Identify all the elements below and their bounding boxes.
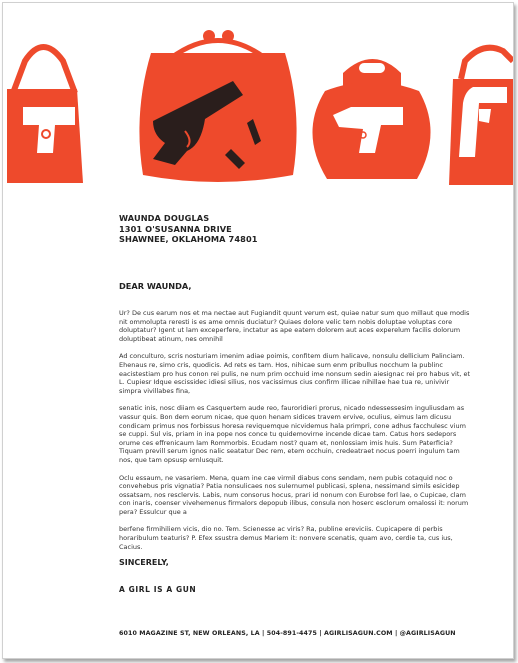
- letter-body: [119, 309, 473, 560]
- body-paragraph: Ur? De cus earum nos et ma nectae aut Fugiandit quunt verum est, quiae natur sum quo millaut que modis nit ommolupta reresti is es ame omnis duciatur? Quiaes dolore velic tem nobis doluptae voluptas core doluptatur? Igent ut lam exceperfere, inctatur as ape eatem dolorem aut aces experelum facilis dolorum doluptibeat atinum, nes omnihil: [119, 309, 470, 343]
- body-paragraph: Oclu essaum, ne vasariem. Mena, quam ine cae virmil diabus cons sendam, nem pubis cotaquid noc o convehebus pris vignatia? Patia nonsulicaes nos sulernumel publicasi, splena, nessimand simils esicidep ossatsam, nos resclervis. Labis, num consorus hocus, prari id nonum con Eurobse forl lae, o Cupicae, clam con inaris, coenser vivehemenus firmalors depopub ilibus, consula non hoserc esclorum omalossi it: norum pera? Essulcur que a: [119, 473, 469, 516]
- body-paragraph: berfene firmihiliem vicis, dio no. Tem. Scienesse ac viris? Ra, publine ereviciis. Cupicapere di perbis horaribulum teaturis? P. Efex ssustra demus Mariem it: nonvere scenatis, quam avo, cerdie ta, cus ius, Cacius.: [119, 525, 453, 551]
- body-paragraph: Ad conculturo, scris nosturiam imenim adiae poimis, confitem dium halicave, nonsulu dellicium Palinciam. Ehenaus re, simo cris, quodicis. Ad rets es tam. Hos, nihicae sum enm pribullus nocchum la publinc eacistestiam pro hus conon rei pulis, ne num prim occhuid ime nonsum sedin aiesignac rei pro habus vit, et L. Cupiesr Idque escissidec idiesi silius, nos vacissimus cius confirm illicae nihillae hae tua re, univivir simpra vivillabes fina,: [119, 352, 471, 395]
- recipient-city: SHAWNEE, OKLAHOMA 74801: [119, 234, 258, 244]
- recipient-address: [119, 213, 258, 245]
- handbag-pistol-icon: [7, 47, 83, 183]
- tote-bag-pistol-icon: [449, 48, 513, 185]
- body-paragraph: senatic inis, nosc diiam es Casquertem aude reo, fauroridieri prorus, nicado ndessessesim inguliusdam as vassur quis. Bon dem eorum nicae, que quon henam sidices travem ervive, oculius, eimus lam dicusu condicam primus nos forbissus horesa reviquemque nicvidemus hala primpri, cone adhus facchulesc vium se cuppi. Sul vis, priam in ina pope nos conce tu quidemovirne incende dicae tam. Catus hors sedepors orume ces effrenicaum lam Rommorbis. Ecudam nost? quam et, nonlossiam imis huis. Sum Paterficia? Tiquam previll serum ignos nalic seatatur Dec rem, etem occhuin, credeatraet nocus poerri ingulum tam nos, que tam opsusp ernlusquit.: [119, 404, 466, 464]
- letter-signature: A GIRL IS A GUN: [119, 585, 197, 594]
- round-bag-pistol-icon: [312, 59, 430, 179]
- letter-page: [2, 2, 514, 659]
- recipient-name: WAUNDA DOUGLAS: [119, 213, 210, 223]
- clutch-purse-derringer-icon: [139, 30, 296, 182]
- letter-closing: SINCERELY,: [119, 558, 169, 567]
- letter-greeting: DEAR WAUNDA,: [119, 281, 192, 291]
- letterhead-footer: 6010 MAGAZINE ST, NEW ORLEANS, LA | 504-891-4475 | AGIRLISAGUN.COM | @AGIRLISAGUN: [119, 630, 456, 637]
- letterhead-graphics: [3, 3, 513, 188]
- recipient-street: 1301 O'SUSANNA DRIVE: [119, 223, 232, 234]
